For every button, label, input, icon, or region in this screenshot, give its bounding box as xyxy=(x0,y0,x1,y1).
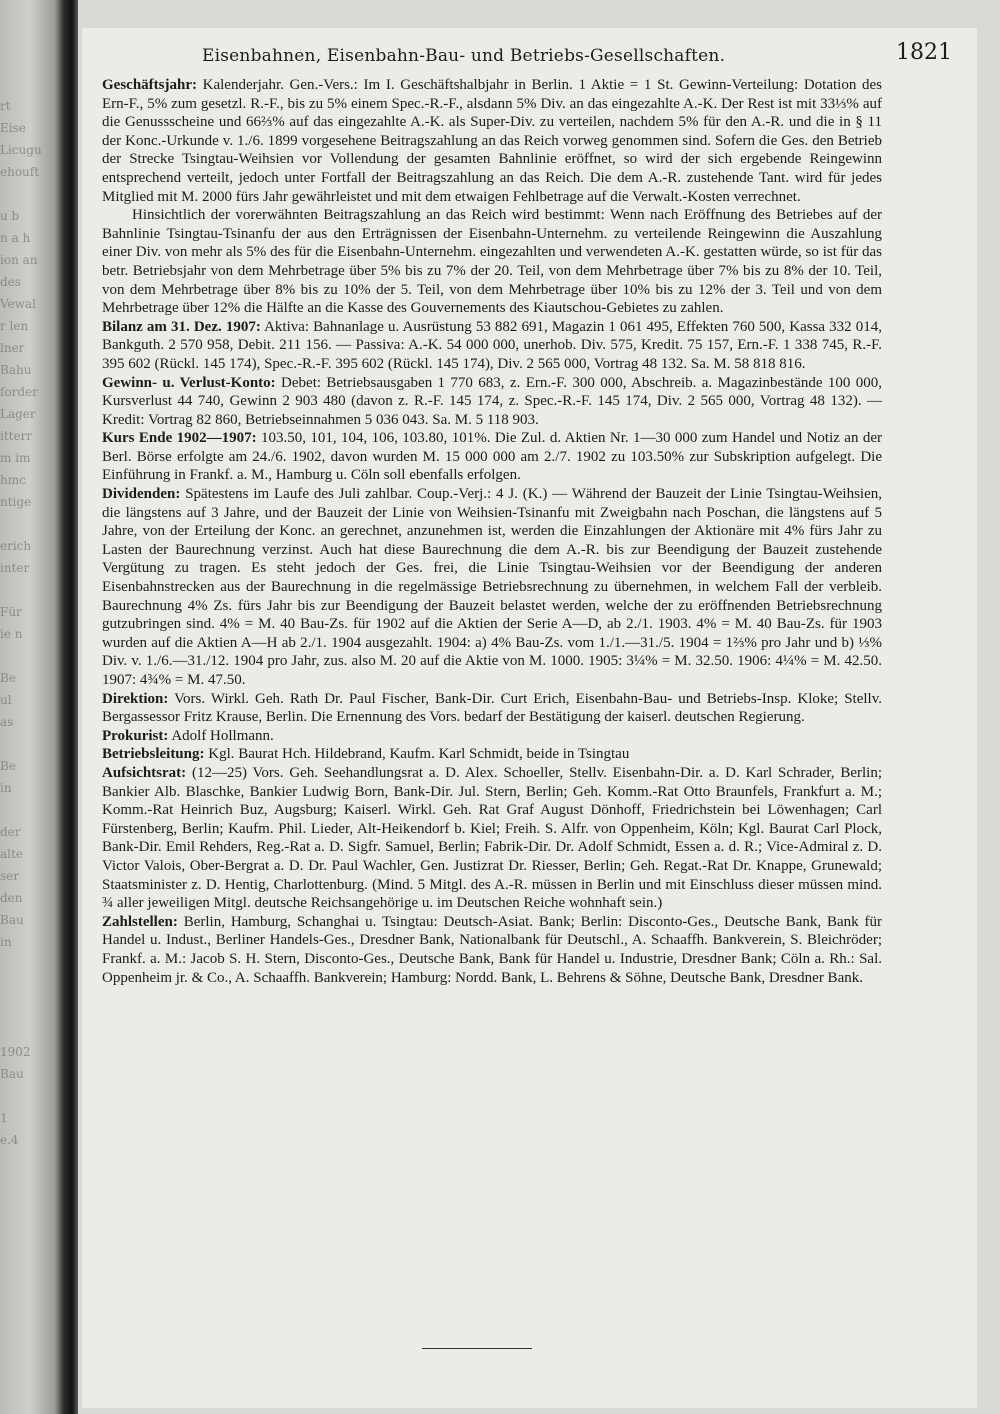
paragraph-dividenden xyxy=(102,485,882,690)
gutter-fragment xyxy=(0,1019,50,1041)
gutter-fragment: 1902 xyxy=(0,1045,31,1059)
document-page xyxy=(82,28,977,1408)
paragraph-text: Kalenderjahr. Gen.-Vers.: Im I. Geschäftshalbjahr in Berlin. 1 Aktie = 1 St. Gewinn-Verteilung: Dotation des Ern-F., 5% zum gesetzl. R.-F., bis zu 5% einem Spec.-R.-F., alsdann 5% Div. an das eingezahlte A.-K. Der Rest ist mit 33⅓% auf die Genussscheine und 66⅔% auf das eingezahlte A.-K. als Super-Div. zu verteilen, nachdem 5% für den A.-R. und die in § 11 der Konc.-Urkunde v. 1./6. 1899 vorgesehene Beitragszahlung an das Reich vorweg genommen sind. Sofern die Ges. den Betrieb der Strecke Tsingtau-Weihsien vor Vollendung der gesamten Bahnlinie eröffnet, so wird der sich ergebende Reingewinn entsprechend verteilt, jedoch unter Fortfall der Beitragszahlung an das Reich. Die dem A.-R. zustehende Tant. wird für jedes Mitglied mit M. 2000 fürs Jahr gewährleistet und mit dem etwaigen Fehlbetrage auf die Verwalt.-Kosten verrechnet. xyxy=(102,77,882,205)
gutter-fragment xyxy=(0,579,50,601)
gutter-fragment: Lager xyxy=(0,407,36,421)
paragraph-text: Spätestens im Laufe des Juli zahlbar. Coup.-Verj.: 4 J. (K.) — Während der Bauzeit der Linie Tsingtau-Weihsien, die längstens auf 3 Jahre, und der Bauzeit der Linie von Weihsien-Tsinanfu mit Zweigbahn nach Poschan, die längstens auf 5 Jahre, von der Erteilung der Konc. an gerechnet, anzunehmen ist, werden die Einzahlungen der Aktionäre mit 4% fürs Jahr zu Lasten der Baurechnung verzinst. Auch hat diese Baurechnung die dem A.-R. bis zur Beendigung der Bauzeit zustehende Vergütung zu tragen. Es steht jedoch der Ges. frei, die Linie Tsingtau-Weihsien vor der Beendigung der anderen Eisenbahnstrecken aus der Baurechnung in die regelmässige Betriebsrechnung zu übernehmen, in welchem Fall der verbleib. Baurechnung 4% Zs. fürs Jahr bis zur Beendigung der Bauzeit belastet werden, welche der zu eröffnenden Betriebsrechnung gutzubringen sind. 4% = M. 40 Bau-Zs. für 1902 auf die Aktien der Serie A—D, ab 2./1. 1903. 4% = M. 40 Bau-Zs. für 1903 wurden auf die Aktien A—H ab 2./1. 1904 ausgezahlt. 1904: a) 4% Bau-Zs. vom 1./1.—31./5. 1904 = 1⅔% pro Jahr und b) ⅓% Div. v. 1./6.—31./12. 1904 pro Jahr, zus. also M. 20 auf die Aktie von M. 1000. 1905: 3¼% = M. 32.50. 1906: 4¼% = M. 42.50. 1907: 4¾% = M. 47.50. xyxy=(102,486,882,688)
paragraph-gewinn-verlust xyxy=(102,374,882,430)
gutter-fragment: Licugu xyxy=(0,143,42,157)
gutter-fragment: ser xyxy=(0,869,19,883)
gutter-fragment: ie n xyxy=(0,627,23,641)
gutter-fragment xyxy=(0,513,50,535)
section-heading: Gewinn- u. Verlust-Konto: xyxy=(102,374,276,391)
page-header xyxy=(202,36,972,76)
gutter-fragment: des xyxy=(0,275,21,289)
gutter-fragment: Bau xyxy=(0,913,24,927)
gutter-fragment: ehouft xyxy=(0,165,40,179)
gutter-fragment xyxy=(0,183,50,205)
gutter-fragment xyxy=(0,1085,50,1107)
section-heading: Prokurist: xyxy=(102,727,169,744)
paragraph-beitragszahlung xyxy=(102,206,882,318)
gutter-fragment: Be xyxy=(0,759,16,773)
gutter-fragment: r len xyxy=(0,319,29,333)
facing-page-fragments xyxy=(0,95,50,1151)
gutter-fragment: in xyxy=(0,935,12,949)
page-number: 1821 xyxy=(896,40,952,65)
gutter-fragment xyxy=(0,645,50,667)
gutter-fragment: lner xyxy=(0,341,25,355)
gutter-fragment xyxy=(0,799,50,821)
paragraph-zahlstellen xyxy=(102,913,882,987)
section-heading: Betriebsleitung: xyxy=(102,746,205,763)
gutter-fragment: Bahu xyxy=(0,363,32,377)
gutter-fragment: alte xyxy=(0,847,23,861)
body-text xyxy=(102,76,882,987)
section-heading: Bilanz am 31. Dez. 1907: xyxy=(102,318,261,335)
paragraph-aufsichtsrat xyxy=(102,764,882,913)
gutter-fragment: e.4 xyxy=(0,1133,19,1147)
gutter-fragment: ion an xyxy=(0,253,38,267)
paragraph-text: Vors. Wirkl. Geh. Rath Dr. Paul Fischer, Bank-Dir. Curt Erich, Eisenbahn-Bau- und Betriebs-Insp. Kloke; Stellv. Bergassessor Fritz Krause, Berlin. Die Ernennung des Vors. bedarf der Bestätigung der kaiserl. deutschen Regierung. xyxy=(102,690,882,726)
gutter-fragment: hmc xyxy=(0,473,26,487)
section-heading: Geschäftsjahr: xyxy=(102,77,197,93)
paragraph-prokurist xyxy=(102,727,882,746)
gutter-fragment xyxy=(0,997,50,1019)
gutter-fragment: itterr xyxy=(0,429,33,443)
paragraph-text: Debet: Betriebsausgaben 1 770 683, z. Ern.-F. 300 000, Abschreib. a. Magazinbestände 100 000, Kursverlust 44 740, Gewinn 2 903 480 (davon z. R.-F. 145 174, z. Spec.-R.-F. 145 174, Div. 2 565 000, Vortrag 48 132). — Kredit: Vortrag 82 860, Betriebseinnahmen 5 036 043. Sa. M. 5 118 903. xyxy=(102,374,882,428)
paragraph-text: Hinsichtlich der vorerwähnten Beitragszahlung an das Reich wird bestimmt: Wenn nach Eröffnung des Betriebes auf der Bahnlinie Tsingtau-Tsinanfu der aus den Erträgnissen der Eisenbahn-Unternehm. zu verteilende Reingewinn die Auszahlung einer Div. von mehr als 5% des für die Eisenbahn-Unternehm. eingezahlten und verwendeten A.-K. gestatten würde, so ist für das betr. Betriebsjahr von dem Mehrbetrage über 5% bis zu 7% der 20. Teil, von dem Mehrbetrage über 7% bis zu 8% der 10. Teil, von dem Mehrbetrage über 8% bis zu 10% der 5. Teil, von dem Mehrbetrage über 10% bis zu 12% der 3. Teil und von dem Mehrbetrage über 12% die Hälfte an die Kasse des Gouvernements des Kiautschou-Gebietes zu zahlen. xyxy=(102,207,882,317)
gutter-fragment: u b xyxy=(0,209,20,223)
gutter-fragment xyxy=(0,953,50,975)
section-heading: Direktion: xyxy=(102,690,169,707)
section-heading: Aufsichtsrat: xyxy=(102,764,187,781)
paragraph-text: 103.50, 101, 104, 106, 103.80, 101%. Die Zul. d. Aktien Nr. 1—30 000 zum Handel und Notiz an der Berl. Börse erfolgte am 24./6. 1902, davon wurden M. 15 000 000 am 2./7. 1902 zu 103.50% zur Subskription aufgelegt. Die Einführung in Frankf. a. M., Hamburg u. Cöln soll ebenfalls erfolgen. xyxy=(102,430,882,484)
gutter-fragment: in xyxy=(0,781,12,795)
paragraph-bilanz xyxy=(102,318,882,374)
gutter-fragment: erich xyxy=(0,539,32,553)
section-heading: Kurs Ende 1902—1907: xyxy=(102,430,257,447)
paragraph-betriebsleitung xyxy=(102,745,882,764)
section-heading: Zahlstellen: xyxy=(102,913,178,930)
gutter-fragment: Für xyxy=(0,605,22,619)
gutter-fragment: Be xyxy=(0,671,16,685)
gutter-fragment: den xyxy=(0,891,23,905)
gutter-fragment: 1 xyxy=(0,1111,8,1125)
paragraph-text: Adolf Hollmann. xyxy=(168,727,274,744)
paragraph-text: Berlin, Hamburg, Schanghai u. Tsingtau: Deutsch-Asiat. Bank; Berlin: Disconto-Ges., Deutsche Bank, Bank für Handel u. Indust., Berliner Handels-Ges., Dresdner Bank, Nationalbank für Deutschl., A. Schaaffh. Bankverein, S. Bleichröder; Frankf. a. M.: Jacob S. H. Stern, Disconto-Ges., Deutsche Bank, Bank für Handel u. Industrie, Dresdner Bank; Cöln a. Rh.: Sal. Oppenheim jr. & Co., A. Schaaffh. Bankverein; Hamburg: Nordd. Bank, L. Behrens & Söhne, Deutsche Bank, Dresdner Bank. xyxy=(102,913,882,986)
gutter-fragment: ntige xyxy=(0,495,32,509)
gutter-fragment: inter xyxy=(0,561,30,575)
gutter-fragment: rt xyxy=(0,99,11,113)
paragraph-text: (12—25) Vors. Geh. Seehandlungsrat a. D. Alex. Schoeller, Stellv. Eisenbahn-Dir. a. D. Karl Schrader, Berlin; Bankier Alb. Blaschke, Bankier Ludwig Born, Bank-Dir. Jul. Stern, Berlin; Geh. Komm.-Rat Otto Braunfels, Frankfurt a. M.; Komm.-Rat Heinrich Buz, Augsburg; Kaiserl. Wirkl. Geh. Rat Graf August Dönhoff, Friedrichstein bei Löwenhagen; Carl Fürstenberg, Berlin; Kaufm. Phil. Lieder, Alt-Heikendorf b. Kiel; Freih. S. Alfr. von Oppenheim, Köln; Kgl. Baurat Carl Plock, Bank-Dir. Emil Rehders, Reg.-Rat a. D. Sigfr. Samuel, Berlin; Fabrik-Dir. Dr. Adolf Schmidt, Essen a. d. R.; Vice-Admiral z. D. Victor Valois, Ober-Bergrat a. D. Dr. Paul Wachler, Gen. Justizrat Dr. Riesser, Berlin; Geh. Regat.-Rat Dr. Knappe, Grunewald; Staatsminister z. D. Hentig, Charlottenburg. (Mind. 5 Mitgl. des A.-R. müssen in Berlin und mit Einschluss dieser müssen mind. ¾ aller jeweiligen Mitgl. deutsche Reichsangehörige u. im Deutschen Reiche wohnhaft sein.) xyxy=(102,764,882,912)
running-title: Eisenbahnen, Eisenbahn-Bau- und Betriebs-Gesellschaften. xyxy=(202,46,726,66)
closing-rule xyxy=(422,1348,532,1349)
gutter-fragment xyxy=(0,975,50,997)
paragraph-text: Aktiva: Bahnanlage u. Ausrüstung 53 882 691, Magazin 1 061 495, Effekten 760 500, Kassa 332 014, Bankguth. 2 570 958, Debit. 211 156. — Passiva: A.-K. 54 000 000, unerhob. Div. 575, Kredit. 75 157, Ern.-F. 1 338 745, R.-F. 395 602 (Rückl. 145 174), Spec.-R.-F. 395 602 (Rückl. 145 174), Div. 2 565 000, Vortrag 48 132. Sa. M. 58 818 816. xyxy=(102,318,882,372)
paragraph-text: Kgl. Baurat Hch. Hildebrand, Kaufm. Karl Schmidt, beide in Tsingtau xyxy=(204,746,630,763)
gutter-fragment: forder xyxy=(0,385,38,399)
gutter-fragment: ul xyxy=(0,693,12,707)
gutter-fragment: as xyxy=(0,715,14,729)
gutter-fragment: der xyxy=(0,825,21,839)
paragraph-kurs xyxy=(102,429,882,485)
gutter-fragment: Vewal xyxy=(0,297,36,311)
section-heading: Dividenden: xyxy=(102,486,181,503)
paragraph-direktion xyxy=(102,690,882,727)
gutter-fragment: n a h xyxy=(0,231,31,245)
gutter-fragment: m im xyxy=(0,451,31,465)
paragraph-geschaeftsjahr xyxy=(102,76,882,206)
gutter-fragment xyxy=(0,733,50,755)
gutter-fragment: Eise xyxy=(0,121,26,135)
gutter-fragment: Bau xyxy=(0,1067,24,1081)
